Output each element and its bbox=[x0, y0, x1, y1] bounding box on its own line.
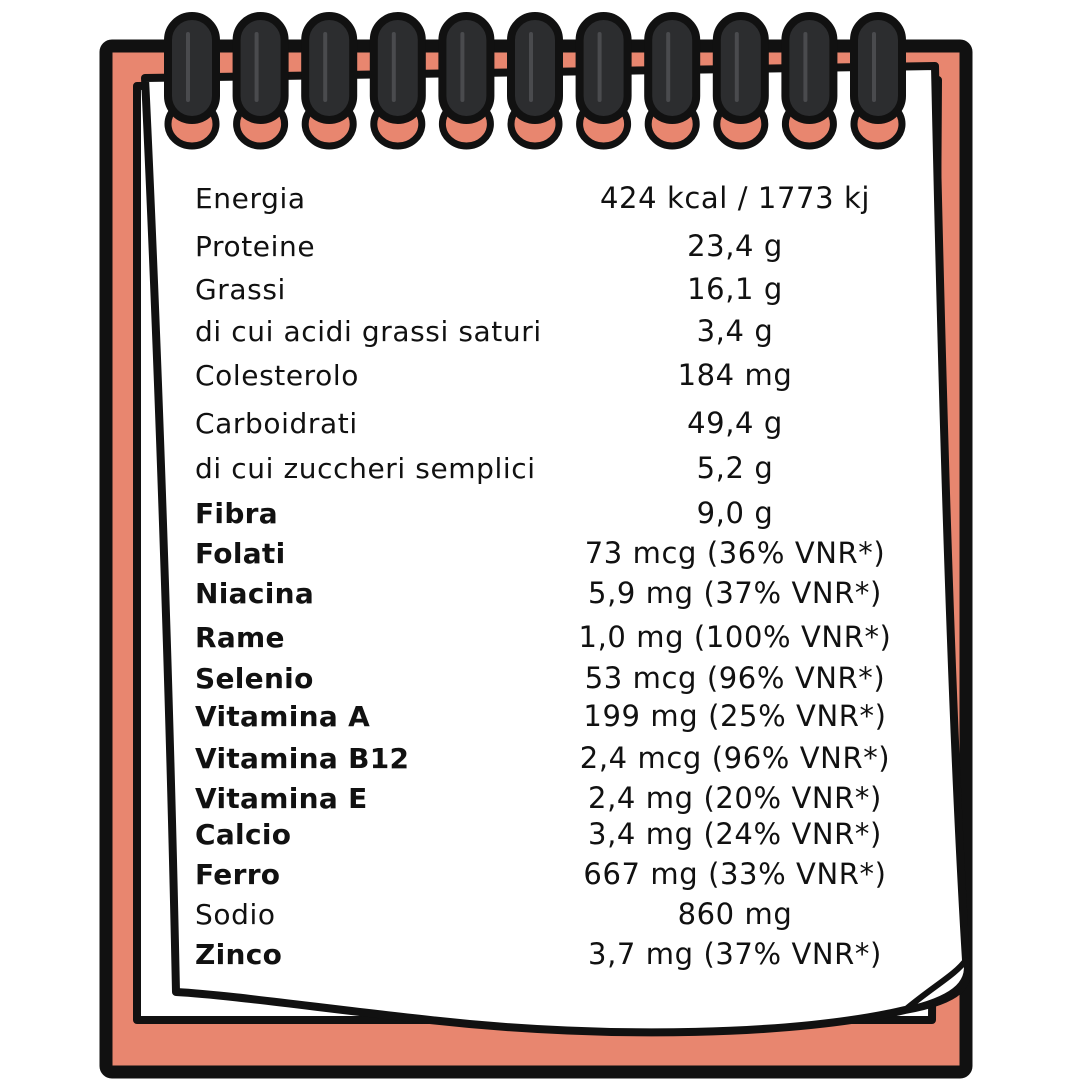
nutrient-value: 5,9 mg (37% VNR*) bbox=[588, 576, 882, 610]
nutrient-row bbox=[0, 568, 1080, 608]
nutrient-value: 5,2 g bbox=[696, 451, 774, 485]
nutrient-row bbox=[0, 849, 1080, 889]
nutrient-label: Niacina bbox=[195, 577, 315, 610]
nutrient-label: Zinco bbox=[195, 938, 283, 971]
nutrient-value: 9,0 g bbox=[696, 496, 774, 530]
nutrient-row bbox=[0, 528, 1080, 568]
nutrient-label: Fibra bbox=[195, 497, 278, 530]
nutrient-value: 199 mg (25% VNR*) bbox=[583, 699, 887, 733]
nutrient-value: 424 kcal / 1773 kj bbox=[599, 181, 871, 215]
nutrient-label: Sodio bbox=[195, 898, 276, 931]
nutrient-value: 53 mcg (96% VNR*) bbox=[584, 661, 886, 695]
nutrient-row bbox=[0, 773, 1080, 813]
nutrient-value: 667 mg (33% VNR*) bbox=[583, 857, 887, 891]
nutrient-value: 3,7 mg (37% VNR*) bbox=[588, 937, 882, 971]
nutrient-value: 860 mg bbox=[677, 897, 793, 931]
nutrient-row bbox=[0, 306, 1080, 346]
nutrient-row bbox=[0, 809, 1080, 849]
nutrient-row bbox=[0, 889, 1080, 929]
nutrient-label: Vitamina A bbox=[195, 700, 371, 733]
nutrient-value: 23,4 g bbox=[687, 229, 783, 263]
nutrient-row bbox=[0, 173, 1080, 213]
nutrient-value: 3,4 g bbox=[696, 314, 774, 348]
nutrient-value: 49,4 g bbox=[687, 406, 783, 440]
nutrient-label: Rame bbox=[195, 621, 285, 654]
nutrient-value: 1,0 mg (100% VNR*) bbox=[578, 620, 892, 654]
nutrient-value: 184 mg bbox=[677, 358, 793, 392]
nutrient-label: Grassi bbox=[195, 273, 286, 306]
nutrient-row bbox=[0, 653, 1080, 693]
nutrient-row bbox=[0, 733, 1080, 773]
nutrient-label: Vitamina E bbox=[195, 782, 368, 815]
nutrient-value: 2,4 mg (20% VNR*) bbox=[588, 781, 882, 815]
nutrient-row bbox=[0, 612, 1080, 652]
nutrient-value: 2,4 mcg (96% VNR*) bbox=[579, 741, 891, 775]
nutrient-value: 73 mcg (36% VNR*) bbox=[584, 536, 886, 570]
nutrient-label: Carboidrati bbox=[195, 407, 358, 440]
nutrient-label: Ferro bbox=[195, 858, 281, 891]
nutrient-row bbox=[0, 350, 1080, 390]
nutrient-row bbox=[0, 443, 1080, 483]
nutrient-label: di cui acidi grassi saturi bbox=[195, 315, 542, 348]
nutrient-label: Proteine bbox=[195, 230, 316, 263]
nutrient-label: Selenio bbox=[195, 662, 314, 695]
nutrient-row bbox=[0, 264, 1080, 304]
nutrient-value: 3,4 mg (24% VNR*) bbox=[588, 817, 882, 851]
nutrient-label: Calcio bbox=[195, 818, 292, 851]
nutrient-value: 16,1 g bbox=[687, 272, 783, 306]
nutrient-label: Energia bbox=[195, 182, 306, 215]
nutrient-label: Colesterolo bbox=[195, 359, 360, 392]
nutrient-row bbox=[0, 691, 1080, 731]
nutrient-label: Folati bbox=[195, 537, 286, 570]
nutrient-row bbox=[0, 398, 1080, 438]
nutrient-label: Vitamina B12 bbox=[195, 742, 410, 775]
nutrient-row bbox=[0, 221, 1080, 261]
nutrient-row bbox=[0, 929, 1080, 969]
nutrient-row bbox=[0, 488, 1080, 528]
nutrient-label: di cui zuccheri semplici bbox=[195, 452, 536, 485]
